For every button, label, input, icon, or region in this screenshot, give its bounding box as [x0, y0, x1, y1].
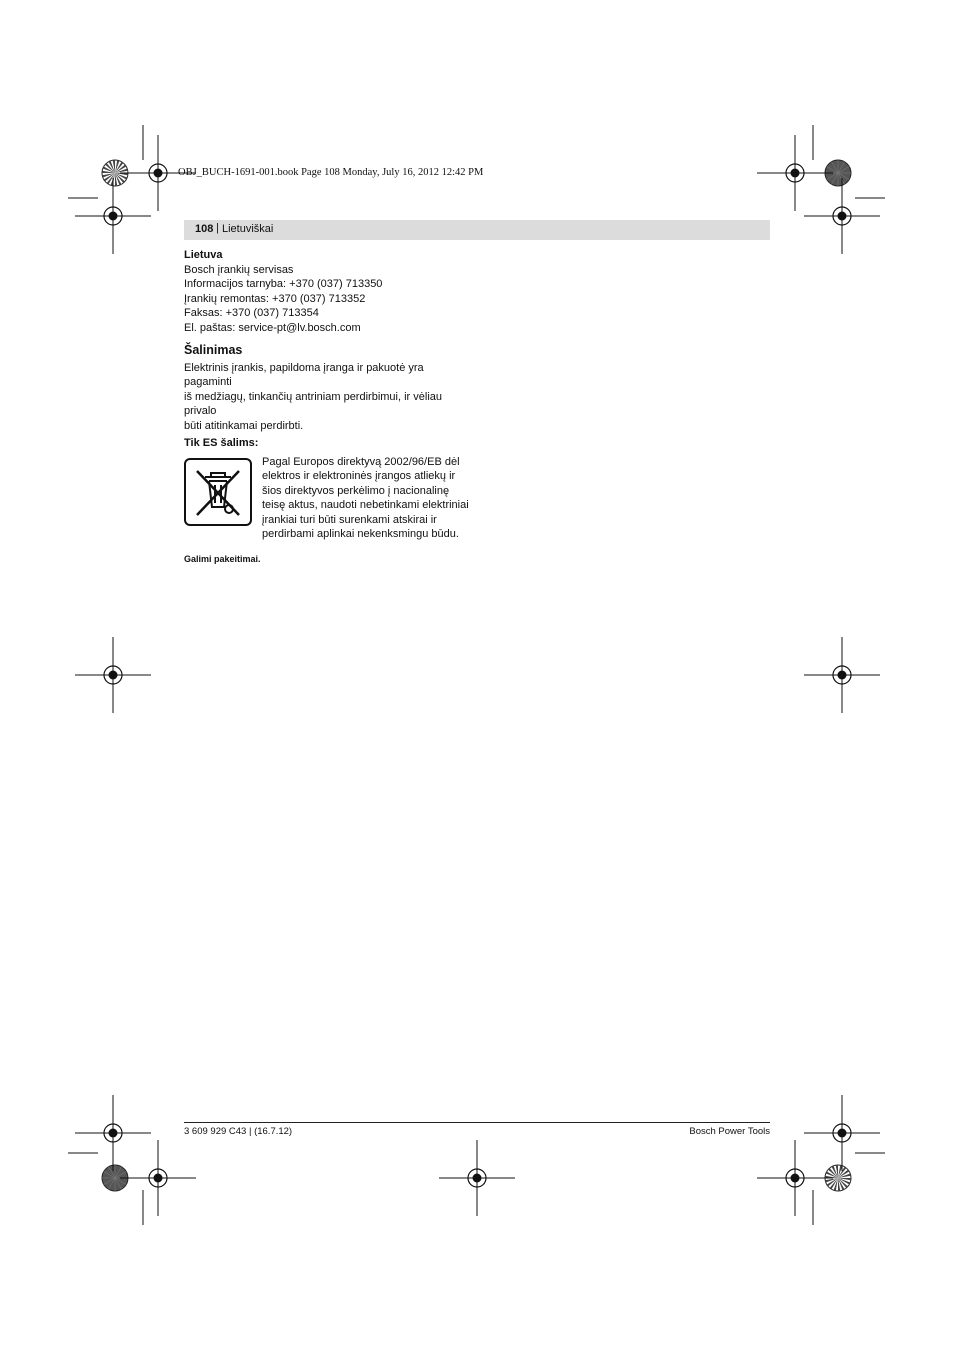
contact-line: Įrankių remontas: +370 (037) 713352 [184, 292, 366, 305]
registration-dot [473, 1174, 482, 1183]
contact-line: Bosch įrankių servisas [184, 263, 294, 276]
footer-document-number: 3 609 929 C43 | (16.7.12) [184, 1126, 293, 1137]
registration-dot [838, 212, 847, 221]
registration-dot [154, 1174, 163, 1183]
contact-country: Lietuva [184, 249, 223, 261]
registration-dot [838, 1129, 847, 1138]
footer-brand: Bosch Power Tools [689, 1126, 770, 1137]
registration-dot [791, 1174, 800, 1183]
contact-line: Informacijos tarnyba: +370 (037) 713350 [184, 278, 383, 290]
footer-rule [184, 1122, 770, 1123]
registration-dot [109, 1129, 118, 1138]
contact-line: Faksas: +370 (037) 713354 [184, 307, 319, 319]
eu-heading: Tik ES šalims: [184, 437, 259, 449]
changes-note: Galimi pakeitimai. [184, 553, 261, 564]
disposal-heading: Šalinimas [184, 343, 243, 357]
header-separator: | [216, 222, 219, 234]
disposal-paragraph-line: iš medžiagų, tinkančių antriniam perdirbimui, ir vėliau privalo [184, 390, 443, 417]
weee-line: šios direktyvos perkėlimo į nacionalinę [262, 484, 450, 497]
crossed-out-wheeled-bin-icon [184, 458, 252, 526]
registration-dot [838, 671, 847, 680]
registration-dot [109, 671, 118, 680]
weee-line: perdirbami aplinkai nekenksmingu būdu. [262, 528, 459, 540]
weee-line: teisę aktus, naudoti nebetinkami elektriniai [262, 499, 469, 511]
contact-line: El. paštas: service-pt@lv.bosch.com [184, 321, 361, 334]
registration-dot [791, 169, 800, 178]
print-slug-line: OBJ_BUCH-1691-001.book Page 108 Monday, July 16, 2012 12:42 PM [178, 167, 484, 178]
page-header-bar [184, 220, 770, 240]
weee-text [262, 455, 469, 542]
registration-dot [154, 169, 163, 178]
page-number: 108 [195, 223, 214, 235]
weee-section [184, 455, 469, 542]
header-language: Lietuviškai [222, 223, 274, 235]
weee-line: elektros ir elektroninės įrangos atliekų ir [262, 470, 456, 482]
registration-dot [109, 212, 118, 221]
weee-line: įrankiai turi būti surenkami atskirai ir [262, 513, 437, 526]
disposal-paragraph-line: būti atitinkamai perdirbti. [184, 419, 304, 432]
weee-line: Pagal Europos direktyvą 2002/96/EB dėl [262, 455, 460, 468]
page-content [184, 248, 469, 566]
disposal-paragraph-line: Elektrinis įrankis, papildoma įranga ir pakuotė yra pagaminti [184, 361, 424, 388]
